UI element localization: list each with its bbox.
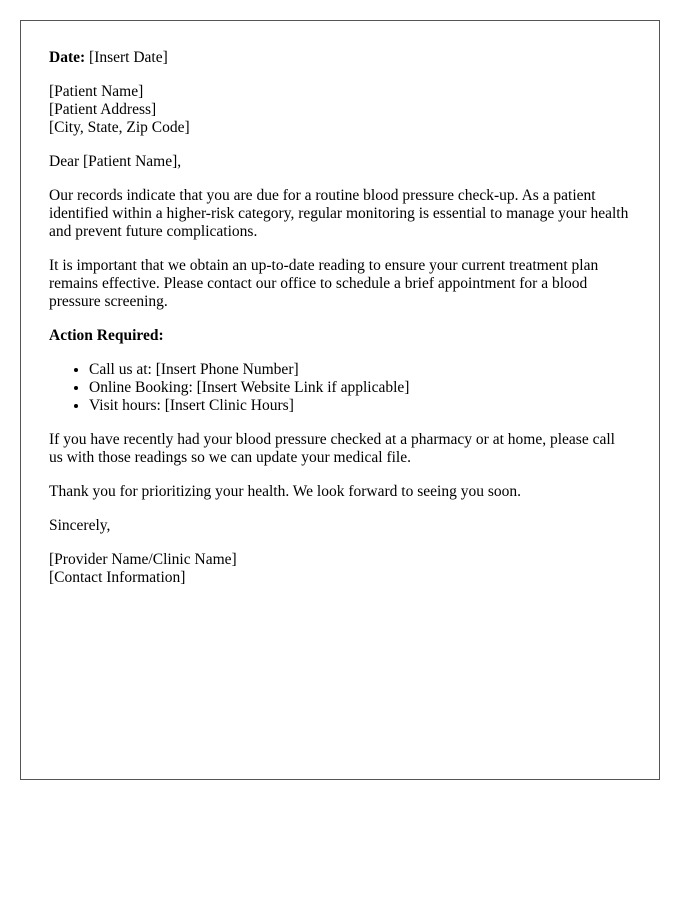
patient-address: [Patient Address] [49,101,157,118]
body-paragraph-2: It is important that we obtain an up-to-date reading to ensure your current treatment plan remains effective. Please contact our office to schedule a brief appointment for a blood pressure screening. [49,257,599,310]
date-value: [Insert Date] [85,49,168,66]
body-paragraph-4: Thank you for prioritizing your health. We look forward to seeing you soon. [49,483,521,500]
date-line [49,49,631,67]
date-label: Date: [49,49,86,66]
closing: Sincerely, [49,517,111,534]
provider-name: [Provider Name/Clinic Name] [49,551,237,568]
patient-name: [Patient Name] [49,83,144,100]
body-paragraph-1: Our records indicate that you are due for a routine blood pressure check-up. As a patient identified within a higher-risk category, regular monitoring is essential to manage your health and prevent future complications. [49,187,629,240]
action-heading-text: Action Required: [49,327,164,344]
letter-document [20,20,660,780]
action-heading [49,327,631,345]
patient-address-block [49,83,631,137]
contact-information: [Contact Information] [49,569,186,586]
action-item-call: • Call us at: [Insert Phone Number] [89,361,631,379]
signature-block [49,551,631,587]
body-paragraph-3: If you have recently had your blood pressure checked at a pharmacy or at home, please call us with those readings so we can update your medical file. [49,431,615,466]
action-list [49,361,631,415]
city-state-zip: [City, State, Zip Code] [49,119,190,136]
action-item-visit-hours: • Visit hours: [Insert Clinic Hours] [89,397,631,415]
salutation: Dear [Patient Name], [49,153,182,170]
action-item-online-booking: • Online Booking: [Insert Website Link if applicable] [89,379,631,397]
